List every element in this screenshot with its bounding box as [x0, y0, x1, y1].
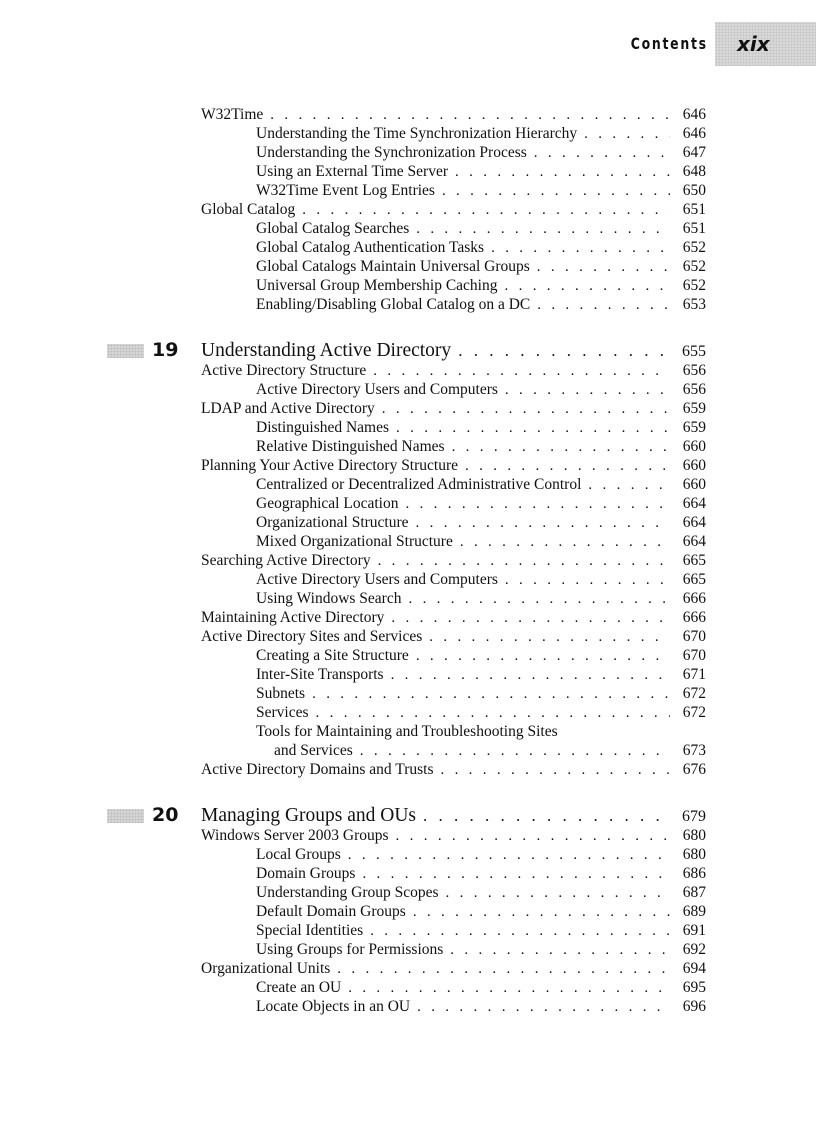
toc-entry-title: Create an OU [256, 979, 342, 996]
toc-entry-page: 650 [682, 182, 706, 199]
toc-entry-page: 689 [682, 903, 706, 920]
toc-entry [256, 978, 706, 998]
dot-leader [584, 124, 670, 144]
toc-entry [256, 921, 706, 941]
toc-entry-title: Locate Objects in an OU [256, 998, 411, 1015]
toc-entry-page: 652 [682, 258, 706, 275]
toc-entry-page: 646 [682, 125, 706, 142]
toc-entry-page: 651 [682, 220, 706, 237]
toc-entry-title: Geographical Location [256, 495, 399, 512]
dot-leader [413, 902, 670, 922]
toc-entry-page: 664 [682, 514, 706, 531]
toc-entry-page: 680 [682, 827, 706, 844]
toc-entry-page: 659 [682, 400, 706, 417]
toc-entry-title: Global Catalog Authentication Tasks [256, 239, 485, 256]
toc-entry-title: Active Directory Users and Computers [256, 381, 498, 398]
toc-entry-title: Active Directory Domains and Trusts [201, 761, 434, 778]
toc-entry-title: Creating a Site Structure [256, 647, 409, 664]
toc-entry [201, 551, 706, 571]
dot-leader [405, 494, 670, 514]
toc-entry-page: 692 [682, 941, 706, 958]
toc-entry-page: 646 [682, 106, 706, 123]
dot-leader [505, 276, 671, 296]
toc-entry-title: W32Time Event Log Entries [256, 182, 435, 199]
toc-entry [256, 124, 706, 144]
toc-entry-page: 672 [682, 704, 706, 721]
dot-leader [270, 105, 670, 125]
toc-entry [256, 703, 706, 723]
dot-leader [312, 684, 670, 704]
toc-entry [256, 380, 706, 400]
dot-leader [378, 551, 670, 571]
dot-leader [440, 760, 670, 780]
dot-leader [416, 513, 670, 533]
toc-entry-page: 666 [682, 590, 706, 607]
toc-entry-title: Global Catalogs Maintain Universal Groups [256, 258, 530, 275]
dot-leader [302, 200, 670, 220]
toc-entry-title: Windows Server 2003 Groups [201, 827, 389, 844]
toc-entry-title: Universal Group Membership Caching [256, 277, 498, 294]
toc-entry [256, 589, 706, 609]
dot-leader [362, 864, 670, 884]
toc-entry-page: 664 [682, 495, 706, 512]
toc-entry-page: 656 [682, 381, 706, 398]
chapter-marker-bar [107, 344, 144, 358]
toc-entry-page: 665 [682, 571, 706, 588]
dot-leader [391, 665, 670, 685]
toc-entry [256, 475, 706, 495]
toc-entry-title: Using Windows Search [256, 590, 402, 607]
toc-entry-title: Active Directory Sites and Services [201, 628, 423, 645]
toc-entry [256, 257, 706, 277]
toc-entry-title: Inter-Site Transports [256, 666, 384, 683]
toc-entry-title: and Services [274, 742, 353, 759]
toc-entry-title: Mixed Organizational Structure [256, 533, 453, 550]
toc-entry-title: Default Domain Groups [256, 903, 406, 920]
toc-entry [256, 684, 706, 704]
dot-leader [442, 181, 670, 201]
toc-entry [256, 845, 706, 865]
toc-entry [201, 361, 706, 381]
toc-entry [201, 608, 706, 628]
toc-entry-title: Active Directory Structure [201, 362, 367, 379]
toc-entry-title: W32Time [201, 106, 264, 123]
toc-entry [201, 826, 706, 846]
toc-entry [256, 513, 706, 533]
toc-entry-page: 691 [682, 922, 706, 939]
toc-entry-title: Understanding Active Directory [201, 340, 452, 361]
toc-entry-title: Global Catalog Searches [256, 220, 410, 237]
toc-entry-page: 676 [682, 761, 706, 778]
toc-entry-title: Searching Active Directory [201, 552, 371, 569]
dot-leader [460, 532, 670, 552]
toc-entry-page: 670 [682, 647, 706, 664]
toc-entry-title: Maintaining Active Directory [201, 609, 385, 626]
toc-entry [256, 276, 706, 296]
toc-entry [256, 864, 706, 884]
toc-entry [256, 665, 706, 685]
toc-entry-title: Subnets [256, 685, 306, 702]
page-number: xix [737, 32, 770, 56]
toc-entry [274, 741, 706, 761]
toc-entry-title: Centralized or Decentralized Administrative Control [256, 476, 582, 493]
dot-leader [534, 143, 670, 163]
toc-entry-title: Organizational Structure [256, 514, 409, 531]
dot-leader [316, 703, 670, 723]
toc-entry-page: 647 [682, 144, 706, 161]
toc-entry [201, 399, 706, 419]
dot-leader [452, 437, 670, 457]
toc-entry-page: 659 [682, 419, 706, 436]
dot-leader [537, 295, 670, 315]
dot-leader [537, 257, 670, 277]
dot-leader [391, 608, 670, 628]
toc-entry-page: 648 [682, 163, 706, 180]
toc-entry-page: 671 [682, 666, 706, 683]
toc-entry-page: 670 [682, 628, 706, 645]
toc-entry-page: 664 [682, 533, 706, 550]
running-header-label: Contents [630, 34, 708, 53]
toc-entry-title: Local Groups [256, 846, 341, 863]
dot-leader [588, 475, 670, 495]
toc-entry [256, 162, 706, 182]
toc-entry [201, 760, 706, 780]
dot-leader [416, 219, 670, 239]
toc-entry-page: 656 [682, 362, 706, 379]
dot-leader [446, 883, 670, 903]
toc-entry-page: 660 [682, 438, 706, 455]
toc-entry-title: Active Directory Users and Computers [256, 571, 498, 588]
toc-entry-title: Domain Groups [256, 865, 356, 882]
toc-entry-page: 653 [682, 296, 706, 313]
toc-entry [256, 883, 706, 903]
dot-leader [417, 997, 670, 1017]
toc-entry-page: 696 [682, 998, 706, 1015]
chapter-number: 19 [152, 339, 179, 361]
toc-entry [256, 940, 706, 960]
dot-leader [465, 456, 670, 476]
toc-entry-title: Understanding the Synchronization Process [256, 144, 527, 161]
toc-entry [256, 646, 706, 666]
dot-leader [348, 845, 670, 865]
toc-entry [256, 494, 706, 514]
toc-entry [256, 997, 706, 1017]
dot-leader [360, 741, 670, 761]
toc-entry [201, 627, 706, 647]
toc-entry-title: Tools for Maintaining and Troubleshooting Sites [256, 723, 558, 740]
toc-entry-title: Understanding Group Scopes [256, 884, 439, 901]
toc-entry-title: Distinguished Names [256, 419, 390, 436]
dot-leader [370, 921, 670, 941]
toc-entry [201, 959, 706, 979]
toc-entry-title: Planning Your Active Directory Structure [201, 457, 459, 474]
toc-entry-page: 680 [682, 846, 706, 863]
toc-entry-page: 655 [682, 343, 706, 360]
toc-entry [256, 902, 706, 922]
toc-entry [256, 532, 706, 552]
toc-entry-page: 660 [682, 476, 706, 493]
toc-entry-title: Special Identities [256, 922, 364, 939]
toc-entry-page: 686 [682, 865, 706, 882]
dot-leader [373, 361, 670, 381]
dot-leader [505, 570, 670, 590]
toc-entry-page: 665 [682, 552, 706, 569]
dot-leader [382, 399, 670, 419]
toc-entry-title: Managing Groups and OUs [201, 805, 417, 826]
dot-leader [429, 627, 670, 647]
toc-entry-page: 652 [682, 239, 706, 256]
toc-entry-title: Enabling/Disabling Global Catalog on a DC [256, 296, 531, 313]
toc-entry-title: Understanding the Time Synchronization Hierarchy [256, 125, 578, 142]
toc-entry [201, 105, 706, 125]
toc-entry-title: Global Catalog [201, 201, 296, 218]
toc-entry-page: 679 [682, 808, 706, 825]
toc-entry [256, 295, 706, 315]
toc-entry [256, 238, 706, 258]
toc-entry [201, 456, 706, 476]
dot-leader [505, 380, 670, 400]
toc-entry [201, 200, 706, 220]
toc-entry-page: 673 [682, 742, 706, 759]
dot-leader [450, 940, 670, 960]
dot-leader [491, 238, 670, 258]
dot-leader [455, 162, 670, 182]
toc-entry-title: Relative Distinguished Names [256, 438, 445, 455]
toc-entry [256, 418, 706, 438]
toc-entry [256, 570, 706, 590]
dot-leader [396, 826, 670, 846]
toc-entry-page: 666 [682, 609, 706, 626]
toc-entry-page: 652 [682, 277, 706, 294]
toc-entry [256, 143, 706, 163]
chapter-number: 20 [152, 804, 179, 826]
toc-entry-page: 694 [682, 960, 706, 977]
toc-entry-page: 695 [682, 979, 706, 996]
toc-entry-title: LDAP and Active Directory [201, 400, 375, 417]
toc-entry-page: 672 [682, 685, 706, 702]
toc-entry [256, 181, 706, 201]
toc-entry [256, 219, 706, 239]
toc-entry-title: Organizational Units [201, 960, 331, 977]
toc-entry-title: Using an External Time Server [256, 163, 449, 180]
dot-leader [416, 646, 670, 666]
toc-entry-page: 660 [682, 457, 706, 474]
dot-leader [337, 959, 670, 979]
toc-entry-page: 687 [682, 884, 706, 901]
dot-leader [348, 978, 670, 998]
toc-entry-title: Using Groups for Permissions [256, 941, 444, 958]
toc-entry [256, 437, 706, 457]
toc-entry-title: Services [256, 704, 309, 721]
chapter-marker-bar [107, 809, 144, 823]
toc-entry [256, 722, 706, 742]
dot-leader [408, 589, 670, 609]
dot-leader [396, 418, 670, 438]
toc-entry-page: 651 [682, 201, 706, 218]
